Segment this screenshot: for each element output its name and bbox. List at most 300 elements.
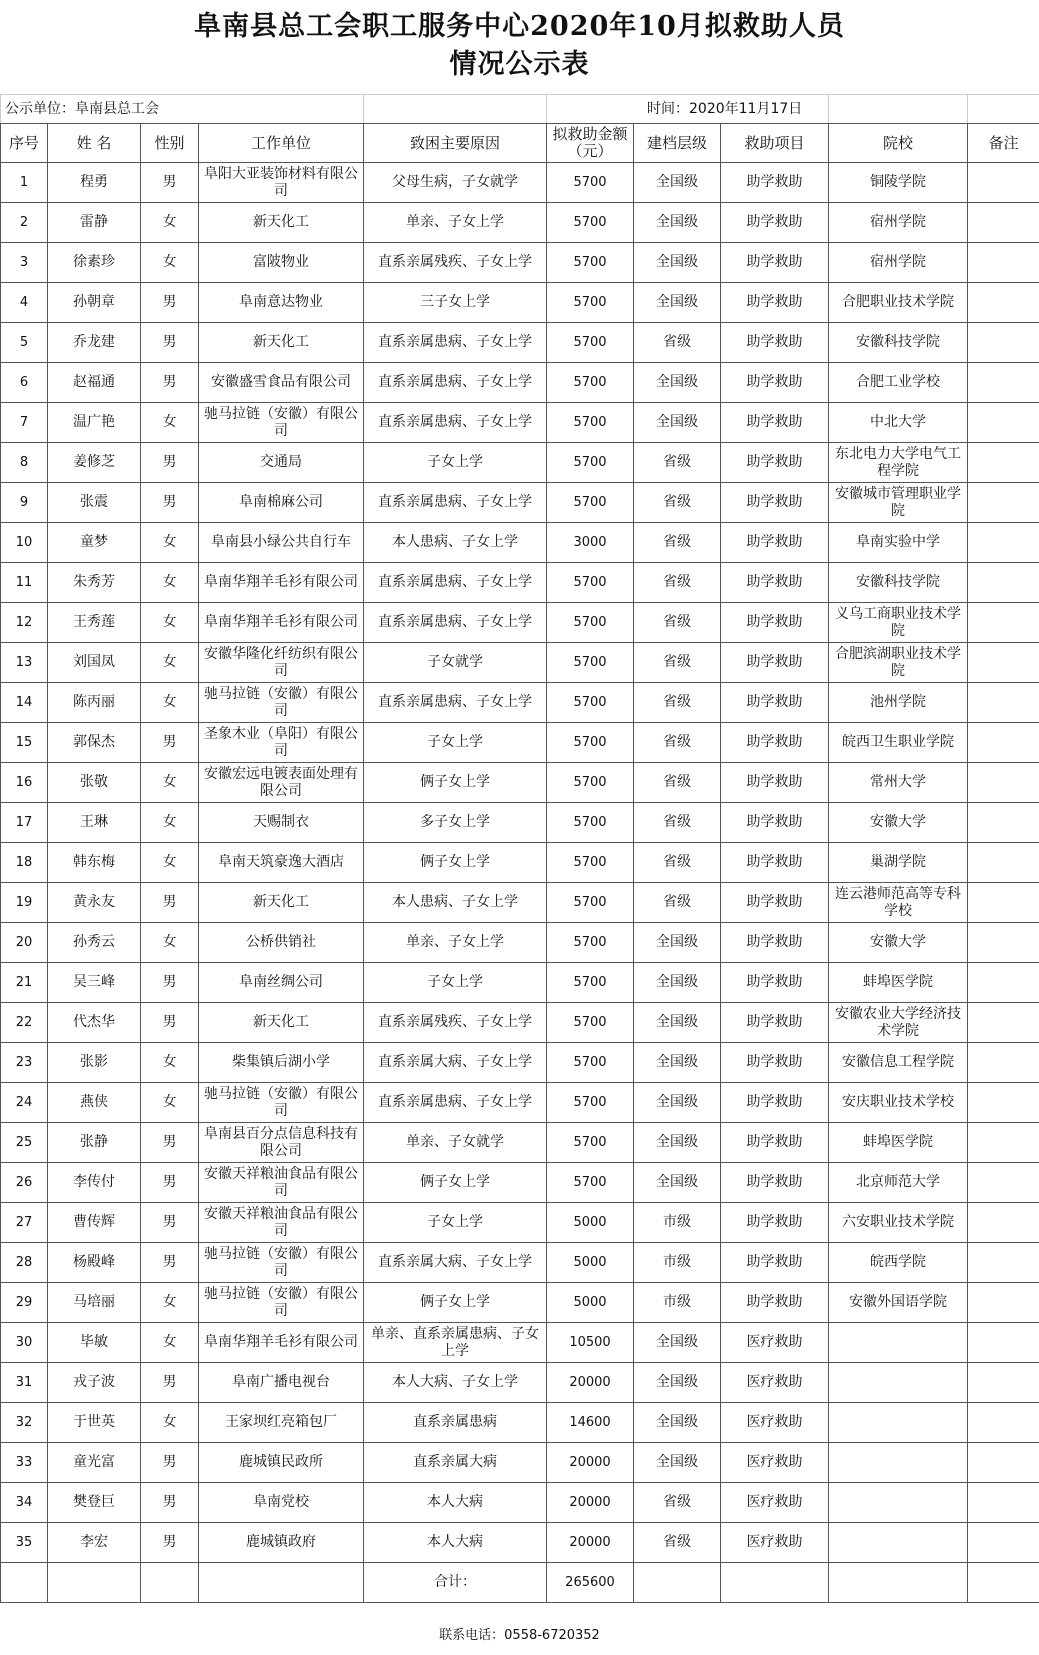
cell-amount[interactable]: 5700 [547,963,634,1003]
publishing-unit[interactable]: 公示单位：阜南县总工会 [1,95,364,124]
cell-seq[interactable]: 24 [1,1083,48,1123]
cell-remark[interactable] [968,963,1039,1003]
cell-amount[interactable]: 5700 [547,443,634,483]
cell-gender[interactable]: 男 [141,363,199,403]
cell-name[interactable]: 于世英 [48,1403,141,1443]
cell-remark[interactable] [968,1443,1039,1483]
cell-amount[interactable]: 14600 [547,1403,634,1443]
cell-name[interactable]: 赵福通 [48,363,141,403]
cell-amount[interactable]: 5700 [547,243,634,283]
cell-amount[interactable]: 5700 [547,283,634,323]
cell-name[interactable]: 马培丽 [48,1283,141,1323]
cell-reason[interactable]: 父母生病，子女就学 [364,163,547,203]
cell-amount[interactable]: 20000 [547,1483,634,1523]
cell-employer[interactable]: 圣象木业（阜阳）有限公司 [199,723,364,763]
cell-employer[interactable]: 王家坝红亮箱包厂 [199,1403,364,1443]
cell-remark[interactable] [968,1243,1039,1283]
cell-seq[interactable]: 3 [1,243,48,283]
cell-name[interactable]: 王秀莲 [48,603,141,643]
cell-level[interactable]: 全国级 [634,1323,721,1363]
cell-seq[interactable]: 13 [1,643,48,683]
cell-name[interactable]: 韩东梅 [48,843,141,883]
cell-level[interactable]: 全国级 [634,1083,721,1123]
cell-amount[interactable]: 10500 [547,1323,634,1363]
cell-name[interactable]: 温广艳 [48,403,141,443]
cell-program[interactable]: 助学救助 [721,883,829,923]
cell-remark[interactable] [968,443,1039,483]
cell-school[interactable]: 安徽外国语学院 [829,1283,968,1323]
cell-level[interactable]: 全国级 [634,203,721,243]
cell-level[interactable]: 市级 [634,1243,721,1283]
cell-seq[interactable]: 2 [1,203,48,243]
cell-level[interactable]: 全国级 [634,963,721,1003]
cell-remark[interactable] [968,1323,1039,1363]
cell-reason[interactable]: 直系亲属患病、子女上学 [364,403,547,443]
cell-gender[interactable]: 女 [141,763,199,803]
cell-gender[interactable]: 男 [141,1003,199,1043]
cell-program[interactable]: 助学救助 [721,243,829,283]
cell-school[interactable]: 阜南实验中学 [829,523,968,563]
cell-gender[interactable]: 女 [141,1403,199,1443]
cell-level[interactable]: 全国级 [634,1163,721,1203]
cell-name[interactable]: 孙秀云 [48,923,141,963]
cell-gender[interactable]: 女 [141,923,199,963]
cell-program[interactable]: 助学救助 [721,163,829,203]
cell-amount[interactable]: 20000 [547,1363,634,1403]
cell-employer[interactable]: 驰马拉链（安徽）有限公司 [199,1083,364,1123]
cell-amount[interactable]: 5700 [547,163,634,203]
cell-school[interactable] [829,1483,968,1523]
cell-level[interactable]: 全国级 [634,243,721,283]
cell-name[interactable]: 童光富 [48,1443,141,1483]
col-header-reason[interactable]: 致困主要原因 [364,124,547,163]
cell-level[interactable]: 省级 [634,883,721,923]
cell-program[interactable]: 助学救助 [721,1043,829,1083]
cell-remark[interactable] [968,883,1039,923]
cell-amount[interactable]: 20000 [547,1443,634,1483]
cell-employer[interactable]: 新天化工 [199,883,364,923]
cell-employer[interactable]: 驰马拉链（安徽）有限公司 [199,1243,364,1283]
cell-gender[interactable]: 男 [141,1523,199,1563]
cell-school[interactable]: 安徽科技学院 [829,563,968,603]
cell-remark[interactable] [968,1043,1039,1083]
cell-seq[interactable]: 9 [1,483,48,523]
cell-level[interactable]: 市级 [634,1283,721,1323]
cell-level[interactable]: 省级 [634,603,721,643]
total-label[interactable]: 合计： [364,1563,547,1603]
total-cell-empty[interactable] [634,1563,721,1603]
cell-employer[interactable]: 阜南党校 [199,1483,364,1523]
cell-name[interactable]: 张敬 [48,763,141,803]
col-header-school[interactable]: 院校 [829,124,968,163]
cell-school[interactable]: 东北电力大学电气工程学院 [829,443,968,483]
cell-program[interactable]: 助学救助 [721,843,829,883]
cell-amount[interactable]: 5700 [547,483,634,523]
cell-school[interactable] [829,1403,968,1443]
cell-amount[interactable]: 5700 [547,803,634,843]
cell-remark[interactable] [968,1523,1039,1563]
cell-gender[interactable]: 男 [141,283,199,323]
cell-school[interactable]: 北京师范大学 [829,1163,968,1203]
cell-level[interactable]: 全国级 [634,1443,721,1483]
cell-employer[interactable]: 新天化工 [199,323,364,363]
cell-name[interactable]: 程勇 [48,163,141,203]
cell-level[interactable]: 全国级 [634,1403,721,1443]
cell-employer[interactable]: 驰马拉链（安徽）有限公司 [199,683,364,723]
cell-seq[interactable]: 7 [1,403,48,443]
cell-remark[interactable] [968,683,1039,723]
cell-name[interactable]: 刘国凤 [48,643,141,683]
cell-employer[interactable]: 阜南意达物业 [199,283,364,323]
info-cell-empty[interactable] [968,95,1039,124]
info-cell-empty[interactable] [364,95,547,124]
cell-gender[interactable]: 男 [141,163,199,203]
cell-amount[interactable]: 5700 [547,1043,634,1083]
cell-employer[interactable]: 新天化工 [199,1003,364,1043]
cell-school[interactable]: 合肥工业学校 [829,363,968,403]
cell-school[interactable]: 连云港师范高等专科学校 [829,883,968,923]
cell-amount[interactable]: 5700 [547,1083,634,1123]
cell-name[interactable]: 郭保杰 [48,723,141,763]
cell-program[interactable]: 医疗救助 [721,1323,829,1363]
cell-level[interactable]: 省级 [634,643,721,683]
cell-remark[interactable] [968,843,1039,883]
cell-program[interactable]: 助学救助 [721,483,829,523]
cell-gender[interactable]: 男 [141,963,199,1003]
cell-seq[interactable]: 30 [1,1323,48,1363]
cell-seq[interactable]: 6 [1,363,48,403]
cell-seq[interactable]: 34 [1,1483,48,1523]
cell-program[interactable]: 助学救助 [721,283,829,323]
cell-seq[interactable]: 4 [1,283,48,323]
cell-school[interactable]: 合肥滨湖职业技术学院 [829,643,968,683]
cell-school[interactable]: 蚌埠医学院 [829,963,968,1003]
cell-name[interactable]: 樊登巨 [48,1483,141,1523]
cell-program[interactable]: 医疗救助 [721,1483,829,1523]
cell-reason[interactable]: 俩子女上学 [364,843,547,883]
cell-program[interactable]: 医疗救助 [721,1523,829,1563]
cell-reason[interactable]: 直系亲属患病、子女上学 [364,323,547,363]
cell-reason[interactable]: 直系亲属残疾、子女上学 [364,1003,547,1043]
cell-school[interactable]: 安徽科技学院 [829,323,968,363]
cell-employer[interactable]: 天赐制衣 [199,803,364,843]
cell-remark[interactable] [968,323,1039,363]
cell-reason[interactable]: 本人大病 [364,1523,547,1563]
cell-school[interactable]: 安徽大学 [829,923,968,963]
cell-gender[interactable]: 女 [141,203,199,243]
cell-level[interactable]: 全国级 [634,1363,721,1403]
cell-reason[interactable]: 子女上学 [364,443,547,483]
cell-name[interactable]: 戎子波 [48,1363,141,1403]
cell-reason[interactable]: 本人患病、子女上学 [364,523,547,563]
cell-employer[interactable]: 鹿城镇政府 [199,1523,364,1563]
total-cell-empty[interactable] [1,1563,48,1603]
cell-remark[interactable] [968,1003,1039,1043]
cell-program[interactable]: 助学救助 [721,603,829,643]
cell-gender[interactable]: 女 [141,1283,199,1323]
cell-gender[interactable]: 女 [141,1083,199,1123]
cell-amount[interactable]: 5700 [547,683,634,723]
cell-school[interactable]: 铜陵学院 [829,163,968,203]
cell-employer[interactable]: 安徽天祥粮油食品有限公司 [199,1203,364,1243]
cell-program[interactable]: 助学救助 [721,1243,829,1283]
cell-employer[interactable]: 阜南县小绿公共自行车 [199,523,364,563]
cell-name[interactable]: 姜修芝 [48,443,141,483]
cell-level[interactable]: 省级 [634,1483,721,1523]
cell-seq[interactable]: 31 [1,1363,48,1403]
cell-name[interactable]: 雷静 [48,203,141,243]
cell-name[interactable]: 李宏 [48,1523,141,1563]
cell-level[interactable]: 省级 [634,323,721,363]
cell-remark[interactable] [968,523,1039,563]
cell-employer[interactable]: 驰马拉链（安徽）有限公司 [199,1283,364,1323]
cell-remark[interactable] [968,803,1039,843]
cell-seq[interactable]: 20 [1,923,48,963]
cell-school[interactable]: 宿州学院 [829,243,968,283]
cell-program[interactable]: 助学救助 [721,443,829,483]
cell-gender[interactable]: 男 [141,1203,199,1243]
cell-amount[interactable]: 5000 [547,1203,634,1243]
cell-gender[interactable]: 男 [141,1483,199,1523]
cell-employer[interactable]: 阜南丝绸公司 [199,963,364,1003]
cell-employer[interactable]: 阜南棉麻公司 [199,483,364,523]
cell-level[interactable]: 全国级 [634,1003,721,1043]
cell-seq[interactable]: 28 [1,1243,48,1283]
cell-reason[interactable]: 子女上学 [364,963,547,1003]
cell-level[interactable]: 全国级 [634,163,721,203]
cell-remark[interactable] [968,603,1039,643]
cell-reason[interactable]: 单亲、子女上学 [364,203,547,243]
cell-seq[interactable]: 32 [1,1403,48,1443]
cell-seq[interactable]: 35 [1,1523,48,1563]
cell-program[interactable]: 助学救助 [721,1203,829,1243]
cell-amount[interactable]: 5700 [547,843,634,883]
cell-program[interactable]: 助学救助 [721,363,829,403]
cell-name[interactable]: 黄永友 [48,883,141,923]
cell-employer[interactable]: 阜南华翔羊毛衫有限公司 [199,1323,364,1363]
cell-gender[interactable]: 男 [141,1243,199,1283]
cell-remark[interactable] [968,923,1039,963]
publish-date[interactable]: 时间：2020年11月17日 [547,95,829,124]
cell-gender[interactable]: 女 [141,1043,199,1083]
cell-level[interactable]: 省级 [634,843,721,883]
total-cell-empty[interactable] [721,1563,829,1603]
cell-employer[interactable]: 阜南华翔羊毛衫有限公司 [199,603,364,643]
cell-amount[interactable]: 5000 [547,1243,634,1283]
cell-gender[interactable]: 男 [141,1163,199,1203]
cell-seq[interactable]: 11 [1,563,48,603]
cell-name[interactable]: 代杰华 [48,1003,141,1043]
cell-level[interactable]: 全国级 [634,363,721,403]
cell-program[interactable]: 助学救助 [721,723,829,763]
cell-reason[interactable]: 直系亲属残疾、子女上学 [364,243,547,283]
cell-employer[interactable]: 阜阳大亚装饰材料有限公司 [199,163,364,203]
cell-reason[interactable]: 本人大病 [364,1483,547,1523]
cell-amount[interactable]: 5700 [547,603,634,643]
cell-gender[interactable]: 女 [141,523,199,563]
cell-program[interactable]: 助学救助 [721,923,829,963]
cell-school[interactable] [829,1523,968,1563]
cell-gender[interactable]: 女 [141,563,199,603]
cell-school[interactable]: 安徽信息工程学院 [829,1043,968,1083]
cell-remark[interactable] [968,1363,1039,1403]
cell-remark[interactable] [968,363,1039,403]
info-cell-empty[interactable] [829,95,968,124]
total-cell-empty[interactable] [141,1563,199,1603]
cell-amount[interactable]: 5700 [547,363,634,403]
cell-school[interactable]: 安庆职业技术学校 [829,1083,968,1123]
cell-amount[interactable]: 5700 [547,883,634,923]
cell-amount[interactable]: 5700 [547,1123,634,1163]
cell-reason[interactable]: 多子女上学 [364,803,547,843]
cell-program[interactable]: 助学救助 [721,683,829,723]
cell-reason[interactable]: 俩子女上学 [364,763,547,803]
cell-seq[interactable]: 21 [1,963,48,1003]
cell-gender[interactable]: 女 [141,843,199,883]
cell-seq[interactable]: 27 [1,1203,48,1243]
cell-seq[interactable]: 18 [1,843,48,883]
cell-program[interactable]: 助学救助 [721,1003,829,1043]
cell-program[interactable]: 助学救助 [721,323,829,363]
cell-program[interactable]: 助学救助 [721,1283,829,1323]
cell-employer[interactable]: 交通局 [199,443,364,483]
cell-name[interactable]: 张静 [48,1123,141,1163]
cell-employer[interactable]: 安徽宏远电镀表面处理有限公司 [199,763,364,803]
cell-remark[interactable] [968,283,1039,323]
cell-name[interactable]: 李传付 [48,1163,141,1203]
cell-employer[interactable]: 阜南县百分点信息科技有限公司 [199,1123,364,1163]
cell-program[interactable]: 助学救助 [721,1123,829,1163]
cell-remark[interactable] [968,1163,1039,1203]
cell-level[interactable]: 全国级 [634,1123,721,1163]
cell-gender[interactable]: 女 [141,603,199,643]
cell-level[interactable]: 省级 [634,523,721,563]
cell-employer[interactable]: 安徽华隆化纤纺织有限公司 [199,643,364,683]
cell-reason[interactable]: 子女上学 [364,723,547,763]
cell-program[interactable]: 助学救助 [721,963,829,1003]
cell-name[interactable]: 童梦 [48,523,141,563]
cell-seq[interactable]: 15 [1,723,48,763]
cell-gender[interactable]: 男 [141,443,199,483]
cell-name[interactable]: 徐素珍 [48,243,141,283]
total-cell-empty[interactable] [199,1563,364,1603]
cell-gender[interactable]: 男 [141,883,199,923]
cell-level[interactable]: 市级 [634,1203,721,1243]
cell-name[interactable]: 孙朝章 [48,283,141,323]
cell-school[interactable]: 中北大学 [829,403,968,443]
cell-remark[interactable] [968,1483,1039,1523]
cell-gender[interactable]: 男 [141,323,199,363]
cell-program[interactable]: 医疗救助 [721,1403,829,1443]
cell-employer[interactable]: 驰马拉链（安徽）有限公司 [199,403,364,443]
cell-level[interactable]: 全国级 [634,923,721,963]
col-header-amount[interactable]: 拟救助金额（元） [547,124,634,163]
cell-employer[interactable]: 阜南华翔羊毛衫有限公司 [199,563,364,603]
cell-seq[interactable]: 26 [1,1163,48,1203]
cell-reason[interactable]: 直系亲属患病、子女上学 [364,483,547,523]
cell-amount[interactable]: 5700 [547,723,634,763]
cell-employer[interactable]: 柴集镇后湖小学 [199,1043,364,1083]
cell-remark[interactable] [968,763,1039,803]
cell-amount[interactable]: 5700 [547,923,634,963]
cell-amount[interactable]: 5700 [547,763,634,803]
cell-seq[interactable]: 12 [1,603,48,643]
cell-program[interactable]: 助学救助 [721,563,829,603]
cell-reason[interactable]: 俩子女上学 [364,1283,547,1323]
cell-school[interactable]: 安徽大学 [829,803,968,843]
cell-reason[interactable]: 子女就学 [364,643,547,683]
cell-remark[interactable] [968,203,1039,243]
cell-gender[interactable]: 男 [141,1363,199,1403]
cell-amount[interactable]: 5700 [547,1003,634,1043]
cell-remark[interactable] [968,483,1039,523]
cell-level[interactable]: 省级 [634,1523,721,1563]
cell-remark[interactable] [968,1403,1039,1443]
cell-reason[interactable]: 直系亲属患病 [364,1403,547,1443]
col-header-employer[interactable]: 工作单位 [199,124,364,163]
cell-gender[interactable]: 女 [141,243,199,283]
col-header-name[interactable]: 姓 名 [48,124,141,163]
cell-name[interactable]: 曹传辉 [48,1203,141,1243]
cell-program[interactable]: 助学救助 [721,203,829,243]
col-header-gender[interactable]: 性别 [141,124,199,163]
cell-seq[interactable]: 16 [1,763,48,803]
cell-program[interactable]: 助学救助 [721,1083,829,1123]
cell-remark[interactable] [968,1283,1039,1323]
cell-program[interactable]: 医疗救助 [721,1363,829,1403]
cell-program[interactable]: 助学救助 [721,643,829,683]
cell-amount[interactable]: 5700 [547,323,634,363]
cell-remark[interactable] [968,643,1039,683]
col-header-level[interactable]: 建档层级 [634,124,721,163]
cell-reason[interactable]: 单亲、子女就学 [364,1123,547,1163]
cell-school[interactable] [829,1443,968,1483]
cell-employer[interactable]: 安徽天祥粮油食品有限公司 [199,1163,364,1203]
cell-seq[interactable]: 33 [1,1443,48,1483]
cell-name[interactable]: 张震 [48,483,141,523]
cell-seq[interactable]: 25 [1,1123,48,1163]
total-cell-empty[interactable] [48,1563,141,1603]
cell-program[interactable]: 助学救助 [721,1163,829,1203]
cell-employer[interactable]: 阜南天筑豪逸大酒店 [199,843,364,883]
cell-level[interactable]: 省级 [634,563,721,603]
cell-reason[interactable]: 直系亲属大病、子女上学 [364,1043,547,1083]
cell-level[interactable]: 省级 [634,683,721,723]
cell-school[interactable]: 六安职业技术学院 [829,1203,968,1243]
cell-level[interactable]: 省级 [634,763,721,803]
cell-gender[interactable]: 女 [141,643,199,683]
cell-program[interactable]: 助学救助 [721,523,829,563]
cell-name[interactable]: 王琳 [48,803,141,843]
cell-name[interactable]: 乔龙建 [48,323,141,363]
col-header-remark[interactable]: 备注 [968,124,1039,163]
cell-amount[interactable]: 5700 [547,1163,634,1203]
cell-seq[interactable]: 19 [1,883,48,923]
cell-gender[interactable]: 男 [141,723,199,763]
cell-amount[interactable]: 3000 [547,523,634,563]
total-amount[interactable]: 265600 [547,1563,634,1603]
cell-employer[interactable]: 阜南广播电视台 [199,1363,364,1403]
cell-program[interactable]: 医疗救助 [721,1443,829,1483]
cell-school[interactable]: 义乌工商职业技术学院 [829,603,968,643]
cell-reason[interactable]: 本人患病、子女上学 [364,883,547,923]
cell-seq[interactable]: 1 [1,163,48,203]
cell-reason[interactable]: 三子女上学 [364,283,547,323]
cell-reason[interactable]: 直系亲属患病、子女上学 [364,683,547,723]
cell-remark[interactable] [968,403,1039,443]
cell-amount[interactable]: 5000 [547,1283,634,1323]
cell-level[interactable]: 全国级 [634,283,721,323]
